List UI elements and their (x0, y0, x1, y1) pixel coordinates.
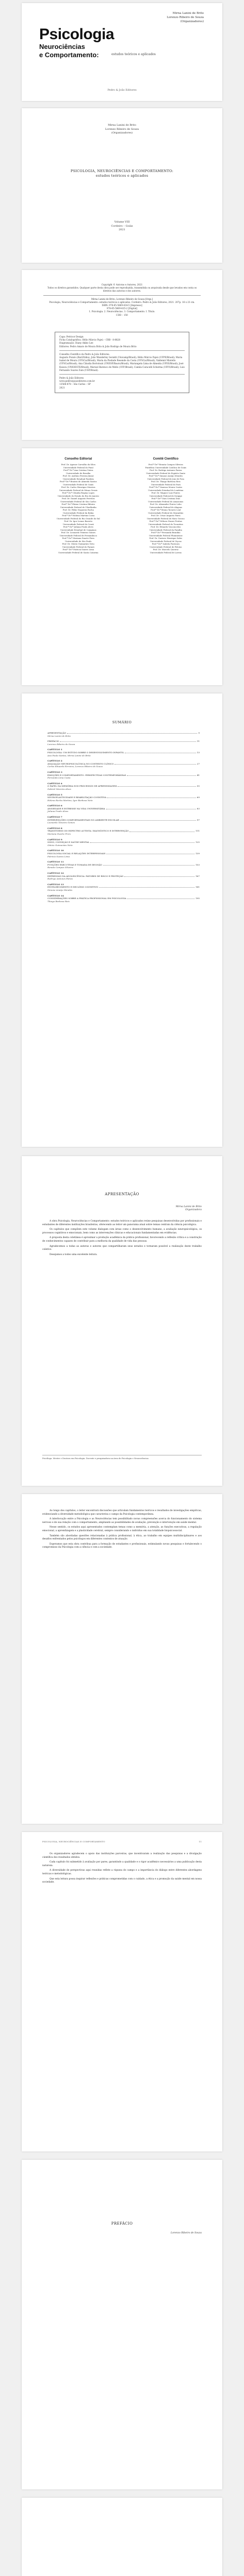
entry-title: DEPRESSÃO NA ADOLESCÊNCIA: FATORES DE RISCO E PROTEÇÃO (47, 874, 124, 877)
entry-page: 139 (196, 852, 200, 855)
committee-member: Universidade Federal do Tocantins (148, 522, 183, 526)
council-member: Prof.ª Dr.ª Elaine Cristina Ribeiro (61, 503, 95, 505)
editorial-council (38, 457, 119, 554)
chapter-label: CAPÍTULO 6 (47, 804, 62, 807)
paragraph: Esperamos que esta obra contribua para a formação de estudantes e profissionais, estimulando novas pesquisas e fortalecendo o compromisso da Psicologia com a ciência e com a sociedade. (42, 1543, 202, 1549)
half-title-authors: Mirna Lanini de Brito Lorenzo Ribeiro de Souza (Organizadores) (105, 124, 139, 134)
publisher-credit: Pedro & João Editores (107, 89, 137, 92)
copyright-page (22, 270, 222, 440)
summary-entry[interactable] (47, 748, 200, 757)
summary-page (22, 693, 222, 1147)
council-member: Universidade Federal da Bahia (62, 511, 94, 514)
presentation-page (22, 1156, 222, 1486)
summary-entry[interactable] (47, 827, 200, 836)
summary-entry[interactable] (47, 732, 200, 737)
paragraph: Também são abordadas questões relacionadas à prática profissional, à ética, ao trabalho em equipes multidisciplinares e aos desafios enfrentados pelos psicólogos em diferentes contextos de atuação. (42, 1534, 202, 1541)
entry-title: TRANSTORNO DO ESPECTRO AUTISTA: DIAGNÓSTICO E INTERVENÇÃO (47, 829, 129, 833)
scientific-committee (126, 457, 206, 554)
leader-dots (67, 732, 197, 734)
committee-member: Prof. Dr. Marcelo Queiroz (153, 548, 178, 551)
committee-member: Prof. Dr. César Augusto Paiva (151, 514, 181, 517)
council-member: Prof. Dr. Antônio Pereira Júnior (62, 474, 94, 477)
entry-author: Mirna Lanini de Brito (47, 734, 71, 737)
cover-authors: Mirna Lanini de Brito Lorenzo Ribeiro de Souza (Organizadores) (167, 12, 204, 23)
entry-page: 111 (196, 829, 200, 833)
committee-member: Prof. Dr. Eduardo Vasconcelos (151, 526, 181, 528)
entry-author: Renata Campos Silveira (47, 866, 73, 869)
committee-member: Universidade Federal de Juiz de Fora (147, 477, 185, 480)
committee-member: Prof. Dr. Gustavo Henrique Sales (149, 537, 183, 539)
council-member: Universidade Federal de Goiás (63, 483, 94, 486)
council-member: Universidade Federal de Pernambuco (59, 534, 97, 537)
committee-member: Universidade Federal de Viçosa (150, 539, 182, 543)
entry-page: 167 (196, 874, 200, 877)
entry-author: Juliana Prado Alves (47, 810, 69, 813)
council-member: Universidade de Brasília (66, 471, 91, 474)
council-member: Universidade Federal do Piauí (63, 466, 93, 469)
chapter-label: CAPÍTULO 9 (47, 838, 62, 841)
council-member: Prof. Dr. Carlos Henrique Moreira (61, 486, 95, 488)
committee-member: Prof.ª Dr.ª Yara Cristina Dias (151, 497, 181, 500)
entry-page: 153 (196, 863, 200, 866)
committee-member: Prof. Dr. Thiago Barbosa Reis (151, 480, 181, 483)
entry-page: 69 (197, 796, 200, 799)
entry-title: PSICOLOGIA: UM ESTUDO SOBRE O DESENVOLVIMENTO INFANTIL (47, 751, 124, 754)
council-member: Prof. Dr. Fábio Nogueira Rocha (62, 509, 94, 511)
entry-author: Lorenzo Ribeiro de Souza (47, 742, 75, 745)
preface-title: PREFÁCIO (111, 2222, 133, 2226)
summary-entry[interactable] (47, 883, 200, 892)
paragraph: A diversidade de perspectivas aqui reunidas reflete a riqueza do campo e a importância do diálogo entre diferentes abordagens teóricas e metodológicas. (42, 1869, 202, 1875)
paragraph: Agradecemos a todas as autoras e autores que compartilharam seus estudos e tornaram possível a realização deste trabalho coletivo. (42, 1245, 202, 1251)
leader-dots (60, 740, 196, 742)
committee-member: Prof.ª Dr.ª Bruna Tavares Leal (151, 509, 181, 511)
paragraph: Os organizadores agradecem o apoio das instituições parceiras, que incentivaram a realização das pesquisas e a divulgação científica dos resultados obtidos. (42, 1853, 202, 1859)
paragraph: A proposta desta coletânea é aproximar a produção acadêmica da prática profissional, favorecendo a reflexão crítica e a construção de conhecimentos capazes de contribuir para a melhoria da qualidade de vida das pessoas. (42, 1236, 202, 1243)
entry-author: Mariana Duarte Pires (47, 833, 71, 836)
presentation-text-3 (42, 1853, 202, 1886)
entry-author: Helena Rocha Martins; Igor Barbosa Neto (47, 799, 93, 802)
council-member: Prof.ª Dr.ª Juliana Prado Alves (63, 526, 93, 528)
committee-member: Prof. Dr. Wagner Luiz Fontes (151, 492, 180, 494)
committee-member: Universidade Federal do Maranhão (148, 511, 184, 514)
council-member: Prof. Dr. Daniel Augusto Ferreira (61, 497, 95, 500)
summary-entry[interactable] (47, 771, 200, 779)
entry-page: 97 (197, 818, 200, 821)
leader-dots (115, 762, 196, 765)
chapter-label: CAPÍTULO 4 (47, 782, 62, 785)
committee-member: Universidade Federal da Paraíba (149, 528, 182, 531)
leader-dots (90, 841, 194, 843)
presentation-text-2 (42, 1510, 202, 1551)
chapter-label: CAPÍTULO 12 (47, 871, 64, 874)
entry-page: 181 (196, 886, 200, 889)
entry-author: Carlos Eduardo Ferreira; Lorenzo Ribeiro de Souza (47, 765, 103, 768)
committee-member: Prof.ª Dr.ª Débora Nunes Freitas (149, 520, 182, 522)
entry-title: ENVELHECIMENTO E DECLÍNIO COGNITIVO (47, 886, 99, 889)
leader-dots (129, 829, 194, 832)
entry-title: NEUROPLASTICIDADE E REABILITAÇÃO COGNITIVA (47, 796, 107, 799)
chapter-label: CAPÍTULO 8 (47, 826, 62, 829)
leader-dots (127, 897, 194, 899)
entry-page: 9 (198, 732, 200, 734)
entry-title: ANSIEDADE E ESTRESSE NA VIDA UNIVERSITÁRIA (47, 807, 105, 810)
council-member: Universidade Federal do Paraná (62, 545, 94, 548)
summary-entry[interactable] (47, 816, 200, 824)
paragraph: Ao longo dos capítulos, o leitor encontrará discussões que articulam fundamentos teóricos e resultados de investigações empíricas, evidenciando a diversidade metodológica que caracteriza o campo da Psicologia contemporânea. (42, 1510, 202, 1516)
summary-list (47, 732, 200, 905)
leader-dots (107, 796, 196, 798)
cover-title-main: Psicologia (39, 26, 115, 43)
entry-author: Patrícia Soares Lima (47, 855, 70, 858)
chapter-label: CAPÍTULO 14 (47, 894, 64, 897)
chapter-label: CAPÍTULO 5 (47, 793, 62, 796)
entry-page: 83 (197, 807, 200, 810)
leader-dots (124, 875, 194, 877)
entry-page: 11 (197, 740, 200, 743)
entry-page: 195 (196, 897, 200, 900)
entry-title: AVALIAÇÃO NEUROPSICOLÓGICA NO CONTEXTO CLÍNICO (47, 762, 114, 765)
council-member: Prof.ª Dr.ª Ana Cristina Vieira (63, 469, 93, 471)
entry-author: Fernanda Lima Costa (47, 776, 71, 779)
committee-member: Universidade Federal de Sergipe (149, 494, 183, 497)
council-member: Universidade Federal de Minas Gerais (59, 488, 97, 492)
summary-entry[interactable] (47, 793, 200, 802)
leader-dots (99, 886, 194, 888)
paragraph: Cada capítulo foi submetido à avaliação por pares, garantindo a qualidade e o rigor acadêmico necessários a uma publicação desta natureza. (42, 1861, 202, 1867)
summary-entry[interactable] (47, 860, 200, 869)
council-member: Prof. Dr. Otávio Guimarães Neto (62, 543, 94, 545)
preface-page (22, 2160, 222, 2489)
entry-author: Ana Paula Santos; Mirna Lanini de Brito (47, 754, 91, 757)
entry-page: 41 (197, 773, 200, 776)
committee-member: Universidade Federal Fluminense (149, 534, 183, 537)
entry-author: Thiago Barbosa Reis (47, 900, 70, 903)
leader-dots (103, 863, 194, 866)
council-member: Prof.ª Dr.ª Mariana Duarte Pires (62, 537, 94, 539)
council-page (22, 448, 222, 685)
council-member: Universidade do Estado do Rio de Janeiro (57, 494, 99, 497)
chapter-label: CAPÍTULO 13 (47, 883, 64, 886)
committee-member: Pontifícia Universidade Católica de Goiás (145, 466, 187, 469)
council-member: Universidade Federal do Rio Grande do Sul (56, 517, 100, 520)
paragraph: Os capítulos que compõem este volume dialogam com áreas como o desenvolvimento humano, a avaliação neuropsicológica, os processos cognitivos e emocionais, bem como as intervenções clínicas e educacionais fundamentadas em evidências. (42, 1228, 202, 1234)
summary-entry[interactable] (47, 872, 200, 880)
council-member: Prof.ª Dr.ª Helena Martins Costa (62, 514, 95, 517)
paragraph: A obra Psicologia, Neurociências e Comportamento: estudos teóricos e aplicados reúne pesquisas desenvolvidas por profissionais e estudantes de diferentes instituições brasileiras, oferecendo ao leitor um panorama atual sobre temas centrais da ciência psicológica. (42, 1220, 202, 1226)
preface-author: Lorenzo Ribeiro de Souza (171, 2232, 202, 2234)
presentation-page-3 (22, 1832, 222, 2151)
entry-page: 55 (197, 785, 200, 788)
entry-author: Simone Araújo Mendes (47, 888, 73, 891)
paragraph: Que esta leitura possa inspirar reflexões e práticas comprometidas com o cuidado, a ética e a promoção da saúde mental em nossa sociedade. (42, 1877, 202, 1884)
blank-page (22, 2498, 222, 2576)
half-title-page (22, 108, 222, 263)
committee-member: Prof. Dr. Alexandre Prates Lobo (150, 503, 182, 505)
entry-title: INTERVENÇÕES COMPORTAMENTAIS NO AMBIENTE ESCOLAR (47, 818, 119, 821)
chapter-label: CAPÍTULO 2 (47, 759, 62, 762)
committee-member: Prof.ª Dr.ª Simone Araújo Mendes (149, 474, 183, 477)
presentation-signature: Mirna Lanini de Brito Organizadora (175, 1206, 202, 1212)
council-member: Prof.ª Dr.ª Patrícia Soares Lima (62, 548, 94, 551)
summary-entry[interactable] (47, 849, 200, 858)
leader-dots (120, 819, 196, 821)
committee-member: Prof.ª Dr.ª Fernanda Brandão (151, 531, 181, 534)
summary-entry[interactable] (47, 894, 200, 903)
chapter-label: CAPÍTULO 3 (47, 770, 62, 773)
footnote: Psicóloga. Mestre e Doutora em Psicologia. Docente e pesquisadora na área de Psicologia e Neurociências. (42, 1455, 202, 1460)
entry-title: O PAPEL DA MEMÓRIA NOS PROCESSOS DE APRENDIZAGEM (47, 785, 117, 788)
entry-page: 13 (197, 751, 200, 754)
entry-title: PREFÁCIO (47, 740, 59, 743)
entry-author: Leonardo Teixeira Gomes (47, 821, 75, 824)
catalog-card: Capa: Petricor Design Ficha Catalográfica: Hélio Márcio Pajeú – CRB - 8-8828 Diagramação: Diany Akiko Lee Editores: Pedro Amaro de Moura Brito & João Rodrigo de Moura Brito Conselho Científico da Pedro & João Editores: Augusto Ponzio (Bari/Itália); João Wanderley Geraldi (Unicamp/Brasil); Hélio Márcio Pajeú (UFPE/Brasil); Maria Isabel de Moura (UFSCar/Brasil); Maria da Piedade Resende da Costa (UFSCar/Brasil); Valdemir Miotello (UFSCar/Brasil); Ana Cláudia Bortolozzi (UNESP/Bauru/Brasil); Mariangela Lima de Almeida (UFES/Brasil); José Kuiava (UNIOESTE/Brasil); Marisol Barenco de Mello (UFF/Brasil); Camila Caracelli Scherma (UFFS/Brasil); Luis Fernando Soares Zuin (USP/Brasil). Pedro & João Editores www.pedroejoaoeditores.com.br 13568-878 – São Carlos – SP 2021 (55, 332, 189, 393)
committee-member: Prof.ª Dr.ª Isabela Fontoura (152, 543, 180, 545)
entry-title: APRESENTAÇÃO (47, 732, 67, 734)
committee-member: Universidade Federal do Espírito Santo (146, 471, 186, 474)
leader-dots (106, 852, 194, 854)
cover-title: Psicologia Neurociências e Comportamento: estudos teóricos e aplicados (39, 26, 156, 59)
entry-author: Rodrigo Antunes Farias (47, 877, 73, 880)
council-member: Universidade de São Paulo (64, 539, 92, 543)
running-header: PSICOLOGIA, NEUROCIÊNCIAS E COMPORTAMENTO 11 (42, 1840, 202, 1843)
leader-dots (125, 751, 196, 753)
editorial-council-title: Conselho Editorial (64, 457, 92, 461)
committee-member: Universidade Federal do Pará (151, 483, 181, 486)
entry-title: CONSIDERAÇÕES SOBRE A PRÁTICA PROFISSIONAL EM PSICOLOGIA (47, 897, 126, 900)
committee-member: Universidade Federal de Mato Grosso (147, 517, 185, 520)
paragraph: Nesse sentido, os estudos aqui apresentados contemplam temas como a memória, a atenção, as funções executivas, a regulação emocional, a aprendizagem e a plasticidade cerebral, sempre considerando o indivíduo em sua totalidade biopsicossocial. (42, 1526, 202, 1532)
copyright-block: Copyright © Autoras e Autores, 2021 Todos os direitos garantidos. Qualquer parte desta obra pode ser reproduzida, transmitida ou arquivada desde que levados em conta os direitos das autoras e dos autores. Mirna Lanini de Brito; Lorenzo Ribeiro de Souza [Orgs.] Psicologia, Neurociências e Comportamento: estudos teóricos e aplicados. Cordeiro: Pedro & João Editores, 2021. 207p. 16 x 23 cm. ISBN: 978-65-5869-434-5 [Impresso] 978-65-5869-435-2 [Digital] 1. Psicologia. 2. Neurociências. 3. Comportamento. I. Título. CDD – 150 (43, 283, 201, 317)
committee-member: Universidade Federal do Amazonas (148, 500, 184, 503)
summary-title: SUMÁRIO (112, 720, 132, 724)
summary-entry[interactable] (47, 838, 200, 847)
presentation-title: APRESENTAÇÃO (105, 1192, 139, 1196)
council-member: Prof. Dr. Igor Lemos Barreto (64, 520, 93, 522)
leader-dots (106, 807, 196, 809)
half-title: PSICOLOGIA, NEUROCIÊNCIAS E COMPORTAMENTO: estudos teóricos e aplicados (70, 169, 174, 178)
committee-member: Universidade Federal de Lavras (150, 551, 182, 554)
chapter-label: CAPÍTULO 1 (47, 748, 62, 751)
cover-subtitle: estudos teóricos e aplicados (111, 53, 156, 56)
council-member: Universidade Federal do Ceará (62, 522, 94, 526)
council-member: Prof. Dr. Agenor Carvalho da Silva (61, 463, 95, 466)
paragraph: Desejamos a todos uma excelente leitura. (50, 1253, 97, 1256)
council-member: Prof.ª Dr.ª Beatriz de Almeida Santos (59, 480, 97, 483)
entry-title: EMOÇÕES E COMPORTAMENTO: PERSPECTIVAS CONTEMPORÂNEAS (47, 773, 126, 776)
summary-entry[interactable] (47, 759, 200, 768)
leader-dots (118, 785, 196, 787)
entry-page: 125 (196, 841, 200, 844)
entry-title: FUNÇÕES EXECUTIVAS E TOMADA DE DECISÃO (47, 863, 102, 866)
chapter-label: CAPÍTULO 11 (47, 860, 64, 863)
committee-member: Universidade Federal de Pelotas (150, 545, 182, 548)
council-member: Prof.ª Dr.ª Cláudia Regina Lopes (62, 492, 95, 494)
chapter-label: CAPÍTULO 7 (47, 816, 62, 819)
council-member: Universidade Federal de São Carlos (60, 500, 96, 503)
committee-member: Prof. Dr. Rodrigo Antunes Farias (149, 469, 182, 471)
entry-title: PSICOLOGIA SOCIAL E RELAÇÕES INTERPESSOAIS (47, 852, 106, 855)
leader-dots (127, 774, 196, 776)
scientific-committee-title: Comitê Científico (153, 457, 178, 461)
entry-page: 27 (197, 762, 200, 765)
entry-author: Gabriel Moreira Alves (47, 787, 71, 790)
presentation-page-2 (22, 1494, 222, 1824)
half-title-volume: Volume VIII Cordeiro – Goiás 2021 (111, 221, 133, 231)
committee-member: Universidade Federal de Alagoas (149, 505, 183, 509)
council-member: Universidade Estadual de Campinas (60, 528, 96, 531)
council-member: Universidade Federal de Uberlândia (60, 505, 96, 509)
committee-member: Prof.ª Dr.ª Vanessa Moura Castro (149, 486, 183, 488)
committee-member: Universidade Estadual de Londrina (148, 488, 184, 492)
presentation-text (42, 1220, 202, 1258)
council-member: Universidade Estadual Paulista (62, 477, 94, 480)
entry-title: SONO, COGNIÇÃO E SAÚDE MENTAL (47, 841, 90, 844)
committee-member: Prof.ª Dr.ª Renata Campos Silveira (148, 463, 183, 466)
cover-page (22, 3, 222, 101)
summary-entry[interactable] (47, 804, 200, 813)
summary-entry[interactable] (47, 782, 200, 791)
council-member: Prof. Dr. Leonardo Teixeira Gomes (61, 531, 95, 534)
summary-entry[interactable] (47, 740, 200, 745)
paragraph: A interlocução entre a Psicologia e as Neurociências tem possibilitado novas compreensões acerca do funcionamento do sistema nervoso e de sua relação com o comportamento, ampliando as possibilidades de avaliação, prevenção e intervenção em saúde mental. (42, 1518, 202, 1524)
entry-author: Otávio Guimarães Neto (47, 843, 73, 846)
council-member: Universidade Federal de Santa Catarina (58, 551, 99, 554)
chapter-label: CAPÍTULO 10 (47, 849, 64, 852)
